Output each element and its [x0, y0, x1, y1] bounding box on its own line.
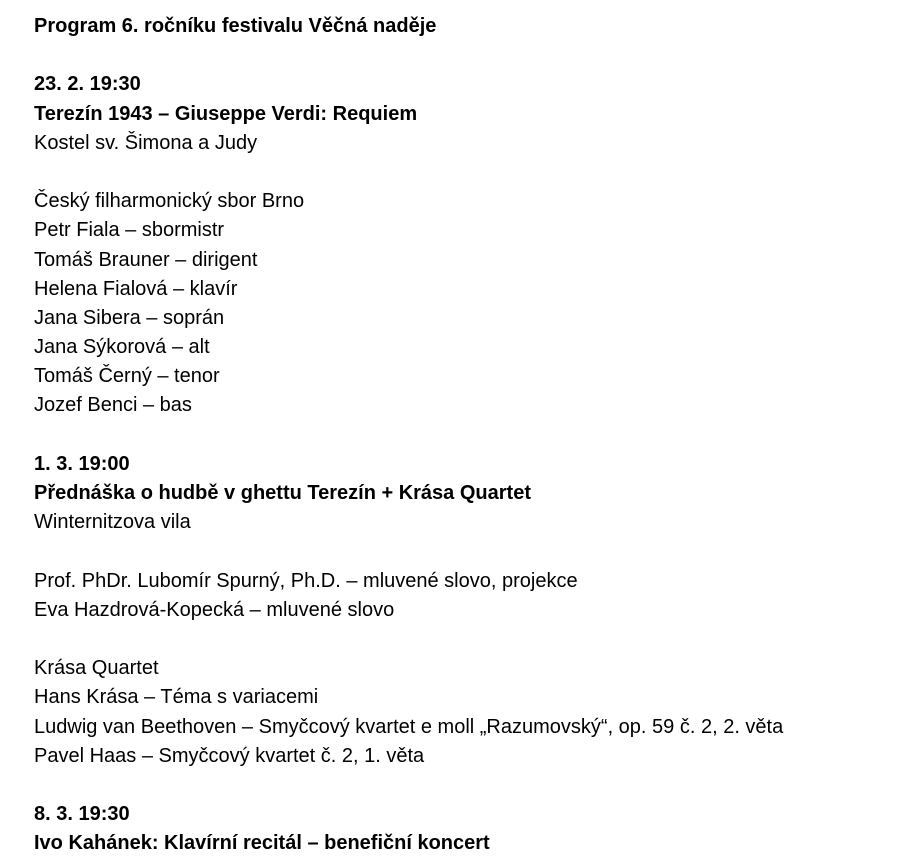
- speaker-line: Eva Hazdrová-Kopecká – mluvené slovo: [34, 598, 395, 621]
- event-name: Ivo Kahánek: Klavírní recitál – benefiční koncert: [34, 832, 490, 855]
- document-title: Program 6. ročníku festivalu Věčná naděje: [34, 15, 437, 37]
- spacer: [34, 41, 911, 70]
- repertoire-line: Pavel Haas – Smyčcový kvartet č. 2, 1. věta: [34, 744, 425, 767]
- event-datetime: 1. 3. 19:00: [34, 452, 130, 475]
- performer-line: Tomáš Černý – tenor: [34, 365, 220, 388]
- repertoire-list: [34, 654, 911, 771]
- event-datetime: 8. 3. 19:30: [34, 803, 130, 826]
- event-section: [34, 450, 911, 800]
- event-name: Přednáška o hudbě v ghettu Terezín + Krása Quartet: [34, 482, 531, 504]
- repertoire-line: Ludwig van Beethoven – Smyčcový kvartet e moll „Razumovský“, op. 59 č. 2, 2. věta: [34, 715, 784, 738]
- performer-line: Jana Sýkorová – alt: [34, 336, 210, 359]
- event-section: [34, 800, 911, 858]
- performer-line: Český filharmonický sbor Brno: [34, 190, 305, 213]
- spacer: [34, 421, 911, 450]
- spacer: [34, 537, 911, 566]
- performer-line: Jozef Benci – bas: [34, 394, 192, 417]
- event-venue: Kostel sv. Šimona a Judy: [34, 131, 258, 154]
- event-datetime: 23. 2. 19:30: [34, 73, 141, 96]
- performer-list: [34, 187, 911, 421]
- speaker-line: Prof. PhDr. Lubomír Spurný, Ph.D. – mluvené slovo, projekce: [34, 569, 578, 592]
- performer-line: Jana Sibera – soprán: [34, 306, 225, 329]
- repertoire-line: Krása Quartet: [34, 657, 159, 680]
- spacer: [34, 158, 911, 187]
- performer-line: Helena Fialová – klavír: [34, 277, 238, 300]
- performer-line: Petr Fiala – sbormistr: [34, 219, 225, 242]
- event-section: [34, 70, 911, 449]
- spacer: [34, 771, 911, 800]
- spacer: [34, 625, 911, 654]
- performer-line: Tomáš Brauner – dirigent: [34, 248, 258, 271]
- event-venue: Winternitzova vila: [34, 511, 191, 534]
- event-name: Terezín 1943 – Giuseppe Verdi: Requiem: [34, 102, 418, 125]
- speaker-list: [34, 567, 911, 625]
- repertoire-line: Hans Krása – Téma s variacemi: [34, 686, 319, 709]
